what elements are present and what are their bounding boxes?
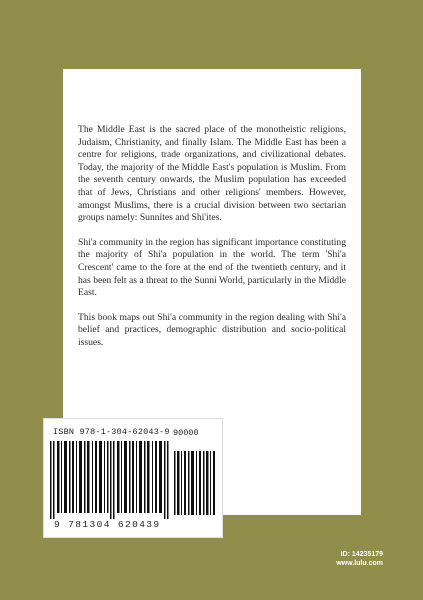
blurb-text: [78, 124, 346, 362]
publisher-info: [336, 550, 383, 568]
blurb-paragraph-1: The Middle East is the sacred place of the monotheistic religions, Judaism, Christianity, and finally Islam. The Middle East has been a centre for religions, trade organizations, and civilizational debates. Today, the majority of the Middle East's population is Muslim. From the seventh century onwards, the Muslim population has exceeded that of Jews, Christians and other religions' members. However, amongst Muslims, there is a crucial division between two sectarian groups namely: Sunnites and Shi'ites.: [78, 124, 346, 224]
isbn-text: ISBN 978-1-304-62043-9: [53, 427, 170, 437]
supplement-code: 90000: [173, 428, 199, 438]
blurb-paragraph-3: This book maps out Shi'a community in the region dealing with Shi'a belief and practices, demographic distribution and socio-political issues.: [78, 311, 346, 348]
publisher-url: www.lulu.com: [336, 560, 383, 567]
barcode-digits: 9 781304 620439: [54, 519, 161, 530]
publisher-id: ID: 14235179: [340, 551, 383, 558]
blurb-paragraph-2: Shi'a community in the region has significant importance constituting the majority of Shi'a population in the world. The term 'Shi'a Crescent' came to the fore at the end of the twentieth century, and it has been felt as a threat to the Sunni World, particularly in the Middle East.: [78, 236, 346, 299]
barcode-image: [48, 441, 218, 521]
